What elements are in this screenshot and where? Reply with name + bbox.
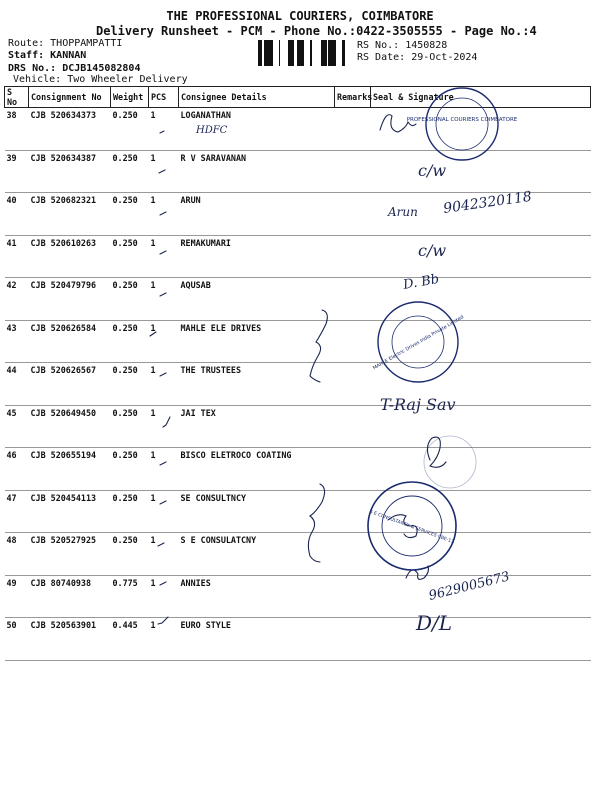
handwritten-number-40: 9042320118: [442, 188, 533, 217]
handwritten-dl: D/L: [416, 611, 453, 635]
row-sno: 43: [5, 320, 29, 363]
row-sno: 39: [5, 150, 29, 193]
row-consignment: CJB 520527925: [29, 533, 111, 576]
row-consignee: S E CONSULATCNY: [179, 533, 335, 576]
row-pcs: 1: [149, 150, 179, 193]
drs-value: DCJB145082804: [62, 63, 141, 74]
row-consignment: CJB 520682321: [29, 193, 111, 236]
row-remarks: [335, 363, 371, 406]
row-sno: 45: [5, 405, 29, 448]
runsheet-table: [4, 86, 591, 661]
row-weight: 0.250: [111, 490, 149, 533]
row-seal-signature: [371, 320, 591, 363]
row-weight: 0.250: [111, 320, 149, 363]
row-pcs: 1: [149, 490, 179, 533]
col-weight: Weight: [111, 87, 149, 108]
row-seal-signature: [371, 618, 591, 661]
row-seal-signature: [371, 108, 591, 151]
row-pcs: 1: [149, 108, 179, 151]
row-weight: 0.250: [111, 278, 149, 321]
row-consignment: CJB 520454113: [29, 490, 111, 533]
vehicle-line: [13, 74, 188, 85]
staff-label: Staff:: [8, 50, 45, 61]
table-row: [5, 448, 591, 491]
row-pcs: 1: [149, 320, 179, 363]
route-label: Route:: [8, 38, 45, 49]
row-pcs: 1: [149, 235, 179, 278]
row-seal-signature: [371, 490, 591, 533]
runsheet-title: Delivery Runsheet - PCM - Phone No.:0422-3505555 - Page No.:4: [96, 24, 537, 38]
row-consignee: MAHLE ELE DRIVES: [179, 320, 335, 363]
row-seal-signature: [371, 235, 591, 278]
rs-no-label: RS No.:: [357, 40, 400, 51]
table-row: [5, 150, 591, 193]
table-row: [5, 618, 591, 661]
rs-no-value: 1450828: [405, 40, 448, 51]
row-weight: 0.250: [111, 108, 149, 151]
row-seal-signature: [371, 193, 591, 236]
row-remarks: [335, 405, 371, 448]
row-sno: 49: [5, 575, 29, 618]
col-pcs: PCS: [149, 87, 179, 108]
row-sno: 44: [5, 363, 29, 406]
row-consignee: SE CONSULTNCY: [179, 490, 335, 533]
row-consignee: THE TRUSTEES: [179, 363, 335, 406]
row-remarks: [335, 533, 371, 576]
row-seal-signature: [371, 150, 591, 193]
route-line: [8, 38, 122, 49]
row-weight: 0.250: [111, 363, 149, 406]
signature-42: D. Bb: [402, 271, 441, 293]
vehicle-value: Two Wheeler Delivery: [67, 74, 188, 85]
seal-43-text: MAHLE Electric Drives India Private Limited: [372, 315, 465, 372]
signature-45: T-Raj Sav: [380, 395, 456, 414]
row-seal-signature: [371, 278, 591, 321]
row-pcs: 1: [149, 193, 179, 236]
col-remarks: Remarks: [335, 87, 371, 108]
row-weight: 0.775: [111, 575, 149, 618]
row-remarks: [335, 448, 371, 491]
row-remarks: [335, 193, 371, 236]
row-consignee: REMAKUMARI: [179, 235, 335, 278]
row-pcs: 1: [149, 575, 179, 618]
row-seal-signature: [371, 363, 591, 406]
table-row: [5, 193, 591, 236]
row-sno: 41: [5, 235, 29, 278]
table-row: [5, 533, 591, 576]
row-remarks: [335, 235, 371, 278]
table-row: [5, 405, 591, 448]
row-weight: 0.250: [111, 193, 149, 236]
table-row: [5, 363, 591, 406]
row-pcs: 1: [149, 533, 179, 576]
row-pcs: 1: [149, 405, 179, 448]
row-consignment: CJB 80740938: [29, 575, 111, 618]
row-consignee: ANNIES: [179, 575, 335, 618]
row-consignment: CJB 520634387: [29, 150, 111, 193]
staff-value: KANNAN: [50, 50, 87, 61]
company-name: THE PROFESSIONAL COURIERS, COIMBATORE: [166, 9, 434, 23]
row-remarks: [335, 150, 371, 193]
seal-48-text: S E CONSULTANCY & SERVICES CBE-17: [368, 509, 455, 546]
handwritten-arun: Arun: [388, 205, 418, 219]
col-consignee: Consignee Details: [179, 87, 335, 108]
row-weight: 0.250: [111, 150, 149, 193]
row-sno: 42: [5, 278, 29, 321]
row-weight: 0.250: [111, 235, 149, 278]
row-sno: 40: [5, 193, 29, 236]
row-weight: 0.445: [111, 618, 149, 661]
col-seal-signature: Seal & Signature: [371, 87, 591, 108]
row-remarks: [335, 575, 371, 618]
staff-line: [8, 50, 86, 61]
row-consignee: ARUN: [179, 193, 335, 236]
row-consignee: AQUSAB: [179, 278, 335, 321]
rs-date-line: [357, 52, 477, 63]
handwritten-cw-2: c/w: [418, 241, 447, 260]
table-row: [5, 278, 591, 321]
row-consignment: CJB 520479796: [29, 278, 111, 321]
seal-38-text: PROFESSIONAL COURIERS COIMBATORE: [406, 117, 518, 123]
handwritten-cw-1: c/w: [418, 161, 447, 180]
row-weight: 0.250: [111, 405, 149, 448]
rs-date-label: RS Date:: [357, 52, 406, 63]
row-consignment: CJB 520649450: [29, 405, 111, 448]
row-weight: 0.250: [111, 448, 149, 491]
table-row: [5, 490, 591, 533]
row-consignment: CJB 520655194: [29, 448, 111, 491]
row-seal-signature: [371, 448, 591, 491]
row-consignment: CJB 520634373: [29, 108, 111, 151]
row-remarks: [335, 490, 371, 533]
col-consignment: Consignment No: [29, 87, 111, 108]
row-consignment: CJB 520610263: [29, 235, 111, 278]
row-remarks: [335, 320, 371, 363]
drs-label: DRS No.:: [8, 63, 57, 74]
row-remarks: [335, 618, 371, 661]
row-consignee: EURO STYLE: [179, 618, 335, 661]
row-seal-signature: [371, 533, 591, 576]
row-consignee: JAI TEX: [179, 405, 335, 448]
row-consignment: CJB 520563901: [29, 618, 111, 661]
barcode: [258, 40, 352, 66]
row-sno: 50: [5, 618, 29, 661]
table-row: [5, 235, 591, 278]
row-consignee: R V SARAVANAN: [179, 150, 335, 193]
rs-date-value: 29-Oct-2024: [411, 52, 478, 63]
handwritten-hdfc: HDFC: [196, 125, 228, 136]
row-sno: 38: [5, 108, 29, 151]
row-weight: 0.250: [111, 533, 149, 576]
row-remarks: [335, 108, 371, 151]
row-consignment: CJB 520626567: [29, 363, 111, 406]
vehicle-label: Vehicle:: [13, 74, 62, 85]
row-seal-signature: [371, 575, 591, 618]
row-pcs: 1: [149, 448, 179, 491]
row-sno: 46: [5, 448, 29, 491]
row-consignee: BISCO ELETROCO COATING: [179, 448, 335, 491]
row-consignee: LOGANATHAN: [179, 108, 335, 151]
table-row: [5, 108, 591, 151]
route-value: THOPPAMPATTI: [50, 38, 123, 49]
drs-line: [8, 63, 140, 74]
row-consignment: CJB 520626584: [29, 320, 111, 363]
row-seal-signature: [371, 405, 591, 448]
col-sno: S No: [5, 87, 29, 108]
table-row: [5, 320, 591, 363]
row-pcs: 1: [149, 278, 179, 321]
row-sno: 47: [5, 490, 29, 533]
row-remarks: [335, 278, 371, 321]
table-row: [5, 575, 591, 618]
row-pcs: 1: [149, 618, 179, 661]
row-pcs: 1: [149, 363, 179, 406]
table-header-row: [5, 87, 591, 108]
rs-no-line: [357, 40, 447, 51]
handwritten-number-49: 9629005673: [427, 569, 512, 604]
row-sno: 48: [5, 533, 29, 576]
